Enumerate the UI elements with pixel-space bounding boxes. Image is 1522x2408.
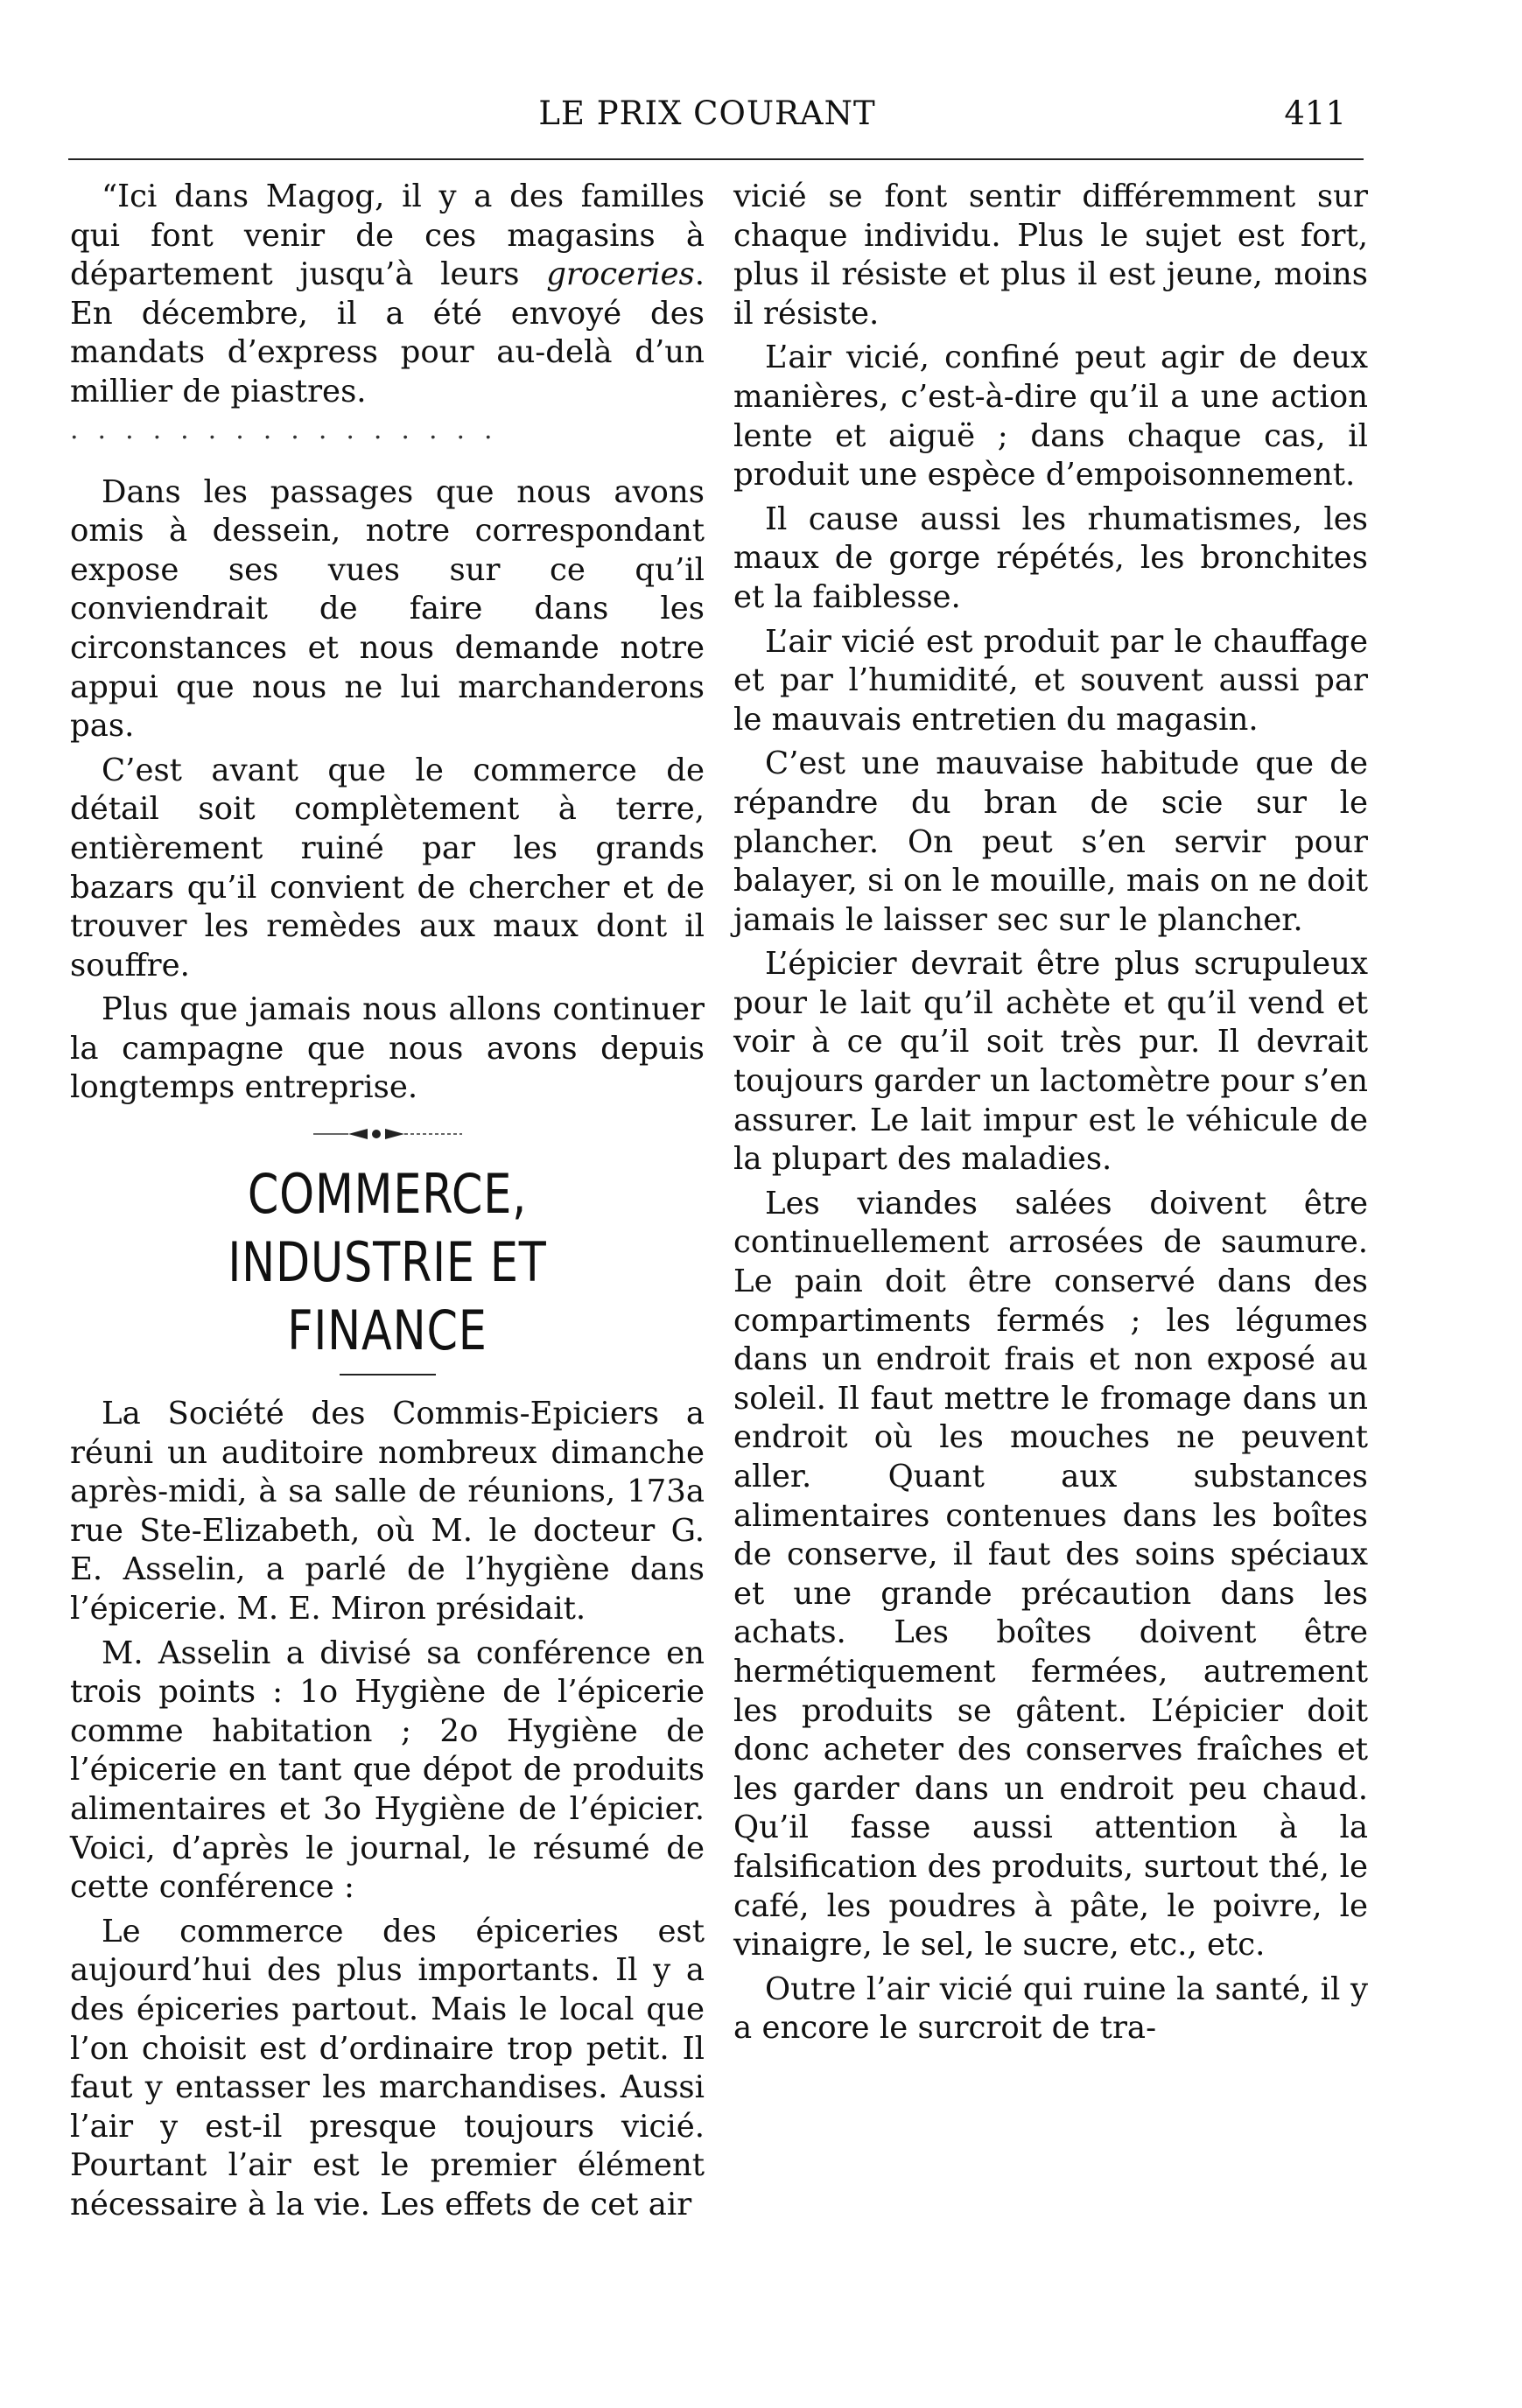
paragraph-magog-quote <box>70 178 705 412</box>
paragraph-trois-points: M. Asselin a divisé sa conférence en trois points : 1o Hygiène de l’épicerie comme habitation ; 2o Hygiène de l’épicerie en tant que dépot de produits alimentaires et 3o Hygiène de l’épicier. Voici, d’après le journal, le résumé de cette conférence : <box>70 1634 705 1906</box>
section-ornament <box>70 1125 705 1143</box>
running-title: LE PRIX COURANT <box>538 94 876 132</box>
paragraph-chauffage: L’air vicié est produit par le chauffage et par l’humidité, et souvent aussi par le mauvais entretien du magasin. <box>733 623 1368 738</box>
header-rule <box>68 158 1364 160</box>
section-heading-line1: COMMERCE, <box>247 1162 528 1227</box>
quote-text: “Ici dans Magog, il y a des familles qui font venir de ces magasins à département jusqu’à leurs <box>70 178 705 293</box>
paragraph-commerce-epiceries: Le commerce des épiceries est aujourd’hui des plus importants. Il y a des épiceries partout. Mais le local que l’on choisit est d’ordinaire trop petit. Il faut y entasser les marchandises. Aussi l’air y est-il presque toujours vicié. Pourtant l’air est le premier élément nécessaire à la vie. Les effets de cet air <box>70 1913 705 2222</box>
page-number: 411 <box>1284 94 1346 132</box>
paragraph-lait: L’épicier devrait être plus scrupuleux pour le lait qu’il achète et qu’il vend et voir à ce qu’il soit très pur. Il devrait toujours garder un lactomètre pour s’en assurer. Le lait impur est le véhicule de la plupart des maladies. <box>733 946 1368 1178</box>
section-heading-line2: INDUSTRIE ET FINANCE <box>228 1230 547 1363</box>
paragraph-commerce-detail: C’est avant que le commerce de détail soit complètement à terre, entièrement ruiné par les grands bazars qu’il convient de chercher et de trouver les remèdes aux maux dont il souffre. <box>70 752 705 984</box>
paragraph-campagne: Plus que jamais nous allons continuer la campagne que nous avons depuis longtemps entreprise. <box>70 991 705 1106</box>
paragraph-vicie-continued: vicié se font sentir différemment sur chaque individu. Plus le sujet est fort, plus il résiste et plus il est jeune, moins il résiste. <box>733 178 1368 332</box>
left-column <box>70 178 705 2230</box>
right-column <box>733 178 1368 2054</box>
paragraph-passages: Dans les passages que nous avons omis à dessein, notre correspondant expose ses vues sur ce qu’il conviendrait de faire dans les circonstances et nous demande notre appui que nous ne lui marchanderons pas. <box>70 473 705 745</box>
paragraph-air-confine: L’air vicié, confiné peut agir de deux manières, c’est-à-dire qu’il a une action lente et aiguë ; dans chaque cas, il produit une espèce d’empoisonnement. <box>733 340 1368 494</box>
ellipsis-dots: ................ <box>70 416 512 444</box>
paragraph-outre-air: Outre l’air vicié qui ruine la santé, il y a encore le surcroit de tra- <box>733 1970 1368 2047</box>
paragraph-viandes: Les viandes salées doivent être continuellement arrosées de saumure. Le pain doit être conservé dans des compartiments fermés ; les légumes dans un endroit frais et non exposé au soleil. Il faut mettre le fromage dans un endroit où les mouches ne peuvent aller. Quant aux substances alimentaires contenues dans les boîtes de conserve, il faut des soins spéciaux et une grande précaution dans les achats. Les boîtes doivent être hermétiquement fermées, autrement les produits se gâtent. L’épicier doit donc acheter des conserves fraîches et les garder dans un endroit peu chaud. Qu’il fasse aussi attention à la falsification des produits, surtout thé, le café, les poudres à pâte, le poivre, le vinaigre, le sel, le sucre, etc., etc. <box>733 1185 1368 1964</box>
paragraph-societe: La Société des Commis-Epiciers a réuni un auditoire nombreux dimanche après-midi, à sa salle de réunions, 173a rue Ste-Elizabeth, où M. le docteur G. E. Asselin, a parlé de l’hygiène dans l’épicerie. M. E. Miron présidait. <box>70 1396 705 1628</box>
heading-rule <box>340 1374 436 1376</box>
italic-word: groceries <box>546 256 695 293</box>
paragraph-bran-de-scie: C’est une mauvaise habitude que de répandre du bran de scie sur le plancher. On peut s’en servir pour balayer, si on le mouille, mais on ne doit jamais le laisser sec sur le plancher. <box>733 746 1368 938</box>
paragraph-rhumatismes: Il cause aussi les rhumatismes, les maux de gorge répétés, les bronchites et la faiblesse. <box>733 500 1368 615</box>
quote-text-rest: . En décembre, il a été envoyé des mandats d’express pour au-delà d’un millier de piastres. <box>70 256 705 410</box>
page-header <box>68 94 1346 147</box>
